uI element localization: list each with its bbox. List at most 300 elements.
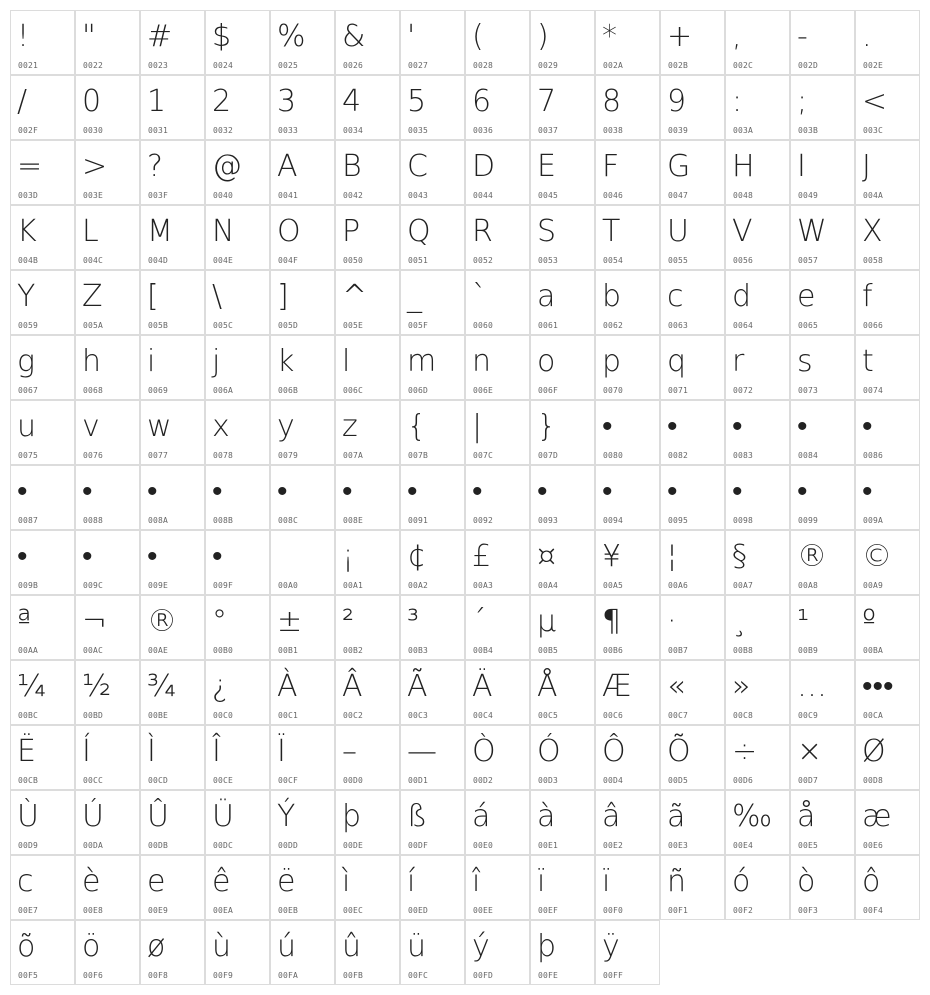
glyph-cell <box>660 660 725 725</box>
glyph-sample: ô <box>862 864 881 899</box>
glyph-sample: r <box>732 344 745 379</box>
glyph-cell <box>530 205 595 270</box>
glyph-sample: ! <box>17 19 30 54</box>
glyph-codepoint: 004A <box>863 191 884 200</box>
glyph-cell <box>335 75 400 140</box>
glyph-codepoint: 00DE <box>343 841 364 850</box>
glyph-sample: ± <box>277 604 303 639</box>
glyph-cell <box>465 75 530 140</box>
glyph-codepoint: 004D <box>148 256 169 265</box>
glyph-codepoint: 00CC <box>83 776 104 785</box>
glyph-codepoint: 00E4 <box>733 841 754 850</box>
glyph-sample: è <box>82 864 101 899</box>
glyph-cell <box>335 530 400 595</box>
glyph-codepoint: 0027 <box>408 61 429 70</box>
glyph-codepoint: 00DF <box>408 841 429 850</box>
glyph-sample: C <box>407 149 428 184</box>
glyph-codepoint: 006A <box>213 386 234 395</box>
glyph-sample: © <box>862 539 892 574</box>
glyph-cell <box>660 400 725 465</box>
glyph-cell <box>855 725 920 790</box>
glyph-sample: S <box>537 214 557 249</box>
glyph-codepoint: 0086 <box>863 451 884 460</box>
glyph-cell <box>530 855 595 920</box>
glyph-sample: c <box>17 864 34 899</box>
glyph-sample: • <box>667 409 678 444</box>
glyph-cell <box>660 855 725 920</box>
glyph-sample: • <box>602 409 613 444</box>
glyph-sample: æ <box>862 799 892 834</box>
glyph-cell <box>140 335 205 400</box>
glyph-codepoint: 0092 <box>473 516 494 525</box>
glyph-cell <box>10 595 75 660</box>
glyph-codepoint: 007C <box>473 451 494 460</box>
glyph-codepoint: 0056 <box>733 256 754 265</box>
glyph-cell <box>75 10 140 75</box>
glyph-sample: Î <box>212 734 221 769</box>
glyph-sample: M <box>147 214 173 249</box>
glyph-codepoint: 0075 <box>18 451 39 460</box>
glyph-codepoint: 00C0 <box>213 711 234 720</box>
glyph-sample: – <box>342 734 357 769</box>
glyph-cell <box>10 725 75 790</box>
glyph-codepoint: 0033 <box>278 126 299 135</box>
glyph-codepoint: 0042 <box>343 191 364 200</box>
glyph-codepoint: 0088 <box>83 516 104 525</box>
glyph-cell <box>270 400 335 465</box>
glyph-cell <box>10 270 75 335</box>
glyph-cell <box>530 790 595 855</box>
glyph-sample: ° <box>212 604 227 639</box>
glyph-codepoint: 0043 <box>408 191 429 200</box>
glyph-codepoint: 0095 <box>668 516 689 525</box>
glyph-codepoint: 00F6 <box>83 971 104 980</box>
glyph-cell <box>465 920 530 985</box>
glyph-cell <box>335 465 400 530</box>
glyph-codepoint: 006F <box>538 386 559 395</box>
glyph-sample: ë <box>277 864 296 899</box>
glyph-sample: & <box>342 19 366 54</box>
glyph-codepoint: 004E <box>213 256 234 265</box>
glyph-cell <box>140 530 205 595</box>
glyph-sample: á <box>472 799 491 834</box>
glyph-sample: ® <box>147 604 177 639</box>
glyph-sample: Y <box>17 279 36 314</box>
glyph-cell <box>140 595 205 660</box>
glyph-cell <box>75 855 140 920</box>
glyph-codepoint: 00D6 <box>733 776 754 785</box>
glyph-codepoint: 0030 <box>83 126 104 135</box>
glyph-cell <box>335 205 400 270</box>
glyph-codepoint: 00C5 <box>538 711 559 720</box>
glyph-cell <box>270 270 335 335</box>
glyph-sample: 5 <box>407 84 427 119</box>
glyph-codepoint: 0076 <box>83 451 104 460</box>
glyph-codepoint: 00EC <box>343 906 364 915</box>
glyph-codepoint: 0038 <box>603 126 624 135</box>
glyph-sample: Ì <box>147 734 156 769</box>
glyph-cell <box>335 10 400 75</box>
glyph-cell <box>270 855 335 920</box>
glyph-sample: • <box>342 474 353 509</box>
glyph-cell <box>270 530 335 595</box>
glyph-codepoint: 008B <box>213 516 234 525</box>
glyph-sample: n <box>472 344 492 379</box>
glyph-codepoint: 0077 <box>148 451 169 460</box>
glyph-cell <box>855 400 920 465</box>
glyph-cell <box>595 465 660 530</box>
glyph-codepoint: 0071 <box>668 386 689 395</box>
glyph-codepoint: 00F8 <box>148 971 169 980</box>
glyph-cell <box>725 10 790 75</box>
glyph-codepoint: 00C9 <box>798 711 819 720</box>
glyph-codepoint: 0035 <box>408 126 429 135</box>
glyph-sample: O <box>277 214 301 249</box>
glyph-cell <box>205 790 270 855</box>
glyph-cell <box>75 465 140 530</box>
glyph-codepoint: 0021 <box>18 61 39 70</box>
glyph-cell <box>75 595 140 660</box>
glyph-cell <box>205 660 270 725</box>
glyph-sample: D <box>472 149 496 184</box>
glyph-cell <box>400 400 465 465</box>
glyph-sample: « <box>667 669 686 704</box>
glyph-cell <box>400 270 465 335</box>
glyph-sample: < <box>862 84 888 119</box>
glyph-sample: T <box>602 214 621 249</box>
glyph-sample: \ <box>212 279 223 314</box>
glyph-cell <box>10 920 75 985</box>
glyph-cell <box>790 465 855 530</box>
glyph-codepoint: 00ED <box>408 906 429 915</box>
glyph-codepoint: 0061 <box>538 321 559 330</box>
glyph-sample: A <box>277 149 298 184</box>
glyph-cell <box>10 75 75 140</box>
glyph-sample: a <box>537 279 556 314</box>
glyph-cell <box>660 530 725 595</box>
glyph-codepoint: 0093 <box>538 516 559 525</box>
glyph-codepoint: 0052 <box>473 256 494 265</box>
glyph-codepoint: 00E6 <box>863 841 884 850</box>
glyph-codepoint: 00A2 <box>408 581 429 590</box>
glyph-sample: B <box>342 149 362 184</box>
glyph-cell <box>790 530 855 595</box>
glyph-sample: â <box>602 799 621 834</box>
glyph-codepoint: 00E2 <box>603 841 624 850</box>
glyph-codepoint: 0065 <box>798 321 819 330</box>
glyph-sample: { <box>407 409 427 444</box>
glyph-cell <box>790 855 855 920</box>
glyph-cell <box>10 790 75 855</box>
glyph-sample: ú <box>277 929 297 964</box>
glyph-sample: L <box>82 214 99 249</box>
glyph-sample: Ý <box>277 799 296 834</box>
glyph-codepoint: 0078 <box>213 451 234 460</box>
glyph-codepoint: 0024 <box>213 61 234 70</box>
glyph-sample: § <box>732 539 747 574</box>
glyph-sample: 7 <box>537 84 557 119</box>
glyph-sample: • <box>472 474 483 509</box>
glyph-sample: • <box>797 409 808 444</box>
glyph-cell <box>140 790 205 855</box>
glyph-sample: Ã <box>407 669 428 704</box>
glyph-codepoint: 00B9 <box>798 646 819 655</box>
glyph-cell <box>725 530 790 595</box>
glyph-cell <box>465 660 530 725</box>
glyph-codepoint: 00C6 <box>603 711 624 720</box>
glyph-sample: . <box>862 19 872 54</box>
glyph-sample: ñ <box>667 864 687 899</box>
glyph-codepoint: 00C8 <box>733 711 754 720</box>
glyph-cell <box>205 140 270 205</box>
glyph-codepoint: 0091 <box>408 516 429 525</box>
glyph-cell <box>530 270 595 335</box>
glyph-codepoint: 003F <box>148 191 169 200</box>
glyph-cell <box>400 140 465 205</box>
glyph-cell <box>660 790 725 855</box>
glyph-sample: Ä <box>472 669 493 704</box>
glyph-sample: H <box>732 149 755 184</box>
glyph-sample: Ú <box>82 799 104 834</box>
glyph-sample: ••• <box>862 669 894 704</box>
glyph-sample: = <box>17 149 43 184</box>
glyph-codepoint: 00DD <box>278 841 299 850</box>
glyph-cell <box>855 855 920 920</box>
glyph-sample: » <box>732 669 751 704</box>
glyph-sample: ? <box>147 149 163 184</box>
glyph-sample: X <box>862 214 883 249</box>
glyph-sample: ´ <box>472 604 487 639</box>
glyph-cell <box>335 790 400 855</box>
glyph-sample: N <box>212 214 235 249</box>
glyph-cell <box>465 855 530 920</box>
glyph-codepoint: 00A9 <box>863 581 884 590</box>
glyph-cell <box>595 270 660 335</box>
glyph-codepoint: 00EA <box>213 906 234 915</box>
glyph-sample: 3 <box>277 84 297 119</box>
glyph-sample: h <box>82 344 102 379</box>
glyph-sample: E <box>537 149 556 184</box>
glyph-cell <box>465 205 530 270</box>
glyph-codepoint: 00B7 <box>668 646 689 655</box>
glyph-codepoint: 008C <box>278 516 299 525</box>
glyph-codepoint: 0084 <box>798 451 819 460</box>
glyph-cell <box>595 140 660 205</box>
glyph-cell <box>75 75 140 140</box>
glyph-sample: Q <box>407 214 431 249</box>
glyph-codepoint: 0051 <box>408 256 429 265</box>
glyph-codepoint: 00E1 <box>538 841 559 850</box>
glyph-cell <box>855 660 920 725</box>
glyph-cell <box>10 10 75 75</box>
glyph-cell <box>790 400 855 465</box>
glyph-cell <box>140 660 205 725</box>
glyph-codepoint: 00B5 <box>538 646 559 655</box>
glyph-codepoint: 0031 <box>148 126 169 135</box>
glyph-cell <box>530 920 595 985</box>
glyph-sample: Ë <box>17 734 36 769</box>
glyph-sample: • <box>17 474 28 509</box>
glyph-cell <box>140 465 205 530</box>
glyph-cell <box>790 270 855 335</box>
glyph-codepoint: 003B <box>798 126 819 135</box>
glyph-codepoint: 00EF <box>538 906 559 915</box>
glyph-cell <box>725 400 790 465</box>
glyph-sample: ³ <box>407 604 420 639</box>
glyph-sample: 0 <box>82 84 102 119</box>
glyph-cell <box>75 335 140 400</box>
glyph-cell <box>205 530 270 595</box>
glyph-sample: × <box>797 734 823 769</box>
glyph-cell <box>530 530 595 595</box>
glyph-sample: — <box>407 734 437 769</box>
glyph-cell <box>595 530 660 595</box>
glyph-codepoint: 00DB <box>148 841 169 850</box>
glyph-cell <box>205 400 270 465</box>
glyph-sample: 1 <box>147 84 167 119</box>
glyph-cell <box>595 400 660 465</box>
glyph-cell <box>790 10 855 75</box>
glyph-sample: y <box>277 409 295 444</box>
glyph-cell <box>790 335 855 400</box>
glyph-codepoint: 00A4 <box>538 581 559 590</box>
glyph-codepoint: 00BA <box>863 646 884 655</box>
glyph-sample: / <box>17 84 28 119</box>
glyph-cell <box>335 270 400 335</box>
glyph-sample: K <box>17 214 37 249</box>
glyph-cell <box>790 660 855 725</box>
glyph-cell <box>75 140 140 205</box>
glyph-cell <box>530 140 595 205</box>
glyph-cell <box>790 725 855 790</box>
glyph-sample: 2 <box>212 84 232 119</box>
glyph-sample: Ô <box>602 734 626 769</box>
glyph-cell <box>335 400 400 465</box>
glyph-codepoint: 00BD <box>83 711 104 720</box>
glyph-codepoint: 00E5 <box>798 841 819 850</box>
glyph-cell <box>205 725 270 790</box>
glyph-cell <box>595 920 660 985</box>
glyph-codepoint: 0064 <box>733 321 754 330</box>
glyph-codepoint: 00A5 <box>603 581 624 590</box>
glyph-codepoint: 0034 <box>343 126 364 135</box>
glyph-sample: c <box>667 279 684 314</box>
glyph-sample: ‰ <box>732 799 773 834</box>
glyph-cell <box>75 530 140 595</box>
glyph-cell <box>140 75 205 140</box>
glyph-codepoint: 00D7 <box>798 776 819 785</box>
glyph-codepoint: 00E0 <box>473 841 494 850</box>
glyph-codepoint: 0053 <box>538 256 559 265</box>
glyph-codepoint: 00FB <box>343 971 364 980</box>
glyph-cell <box>140 920 205 985</box>
glyph-codepoint: 00F5 <box>18 971 39 980</box>
glyph-cell <box>270 725 335 790</box>
glyph-codepoint: 00D3 <box>538 776 559 785</box>
glyph-sample: • <box>147 474 158 509</box>
glyph-sample: • <box>17 539 28 574</box>
glyph-sample: • <box>732 474 743 509</box>
glyph-sample: x <box>212 409 230 444</box>
glyph-sample: p <box>602 344 622 379</box>
glyph-cell <box>660 595 725 660</box>
glyph-sample: W <box>797 214 827 249</box>
glyph-sample: t <box>862 344 874 379</box>
glyph-cell <box>205 75 270 140</box>
glyph-codepoint: 00A6 <box>668 581 689 590</box>
glyph-sample: ü <box>407 929 427 964</box>
glyph-codepoint: 00F2 <box>733 906 754 915</box>
glyph-codepoint: 009B <box>18 581 39 590</box>
glyph-cell <box>660 205 725 270</box>
glyph-sample: > <box>82 149 108 184</box>
glyph-cell <box>595 335 660 400</box>
glyph-sample: • <box>212 474 223 509</box>
glyph-sample: à <box>537 799 556 834</box>
glyph-sample: b <box>602 279 622 314</box>
glyph-sample: | <box>472 409 483 444</box>
glyph-codepoint: 0080 <box>603 451 624 460</box>
glyph-sample: ì <box>342 864 351 899</box>
glyph-cell <box>75 205 140 270</box>
glyph-sample: û <box>342 929 362 964</box>
glyph-codepoint: 00DC <box>213 841 234 850</box>
glyph-cell <box>205 270 270 335</box>
glyph-cell <box>270 465 335 530</box>
glyph-codepoint: 00F1 <box>668 906 689 915</box>
glyph-codepoint: 0044 <box>473 191 494 200</box>
glyph-sample: F <box>602 149 620 184</box>
glyph-sample: þ <box>342 799 362 834</box>
glyph-codepoint: 0036 <box>473 126 494 135</box>
glyph-sample: V <box>732 214 753 249</box>
glyph-sample: ó <box>732 864 751 899</box>
glyph-codepoint: 0037 <box>538 126 559 135</box>
glyph-cell <box>660 465 725 530</box>
glyph-cell <box>140 10 205 75</box>
glyph-codepoint: 007D <box>538 451 559 460</box>
glyph-codepoint: 00EB <box>278 906 299 915</box>
glyph-sample: • <box>732 409 743 444</box>
glyph-codepoint: 0083 <box>733 451 754 460</box>
glyph-cell <box>75 400 140 465</box>
glyph-cell <box>855 530 920 595</box>
glyph-cell <box>660 725 725 790</box>
glyph-sample: • <box>212 539 223 574</box>
glyph-codepoint: 002A <box>603 61 624 70</box>
glyph-sample: - <box>797 19 808 54</box>
glyph-cell <box>465 270 530 335</box>
glyph-codepoint: 00FC <box>408 971 429 980</box>
glyph-codepoint: 007B <box>408 451 429 460</box>
glyph-codepoint: 0026 <box>343 61 364 70</box>
glyph-cell <box>205 465 270 530</box>
glyph-sample: À <box>277 669 298 704</box>
glyph-sample: Õ <box>667 734 691 769</box>
glyph-cell <box>595 10 660 75</box>
glyph-cell <box>465 725 530 790</box>
glyph-cell <box>335 725 400 790</box>
glyph-sample: ^ <box>342 279 368 314</box>
glyph-sample: } <box>537 409 557 444</box>
glyph-sample: @ <box>212 149 242 184</box>
glyph-sample: Â <box>342 669 363 704</box>
glyph-sample: • <box>82 474 93 509</box>
glyph-codepoint: 00CA <box>863 711 884 720</box>
glyph-cell <box>400 855 465 920</box>
glyph-sample: Ü <box>212 799 234 834</box>
glyph-cell <box>400 75 465 140</box>
